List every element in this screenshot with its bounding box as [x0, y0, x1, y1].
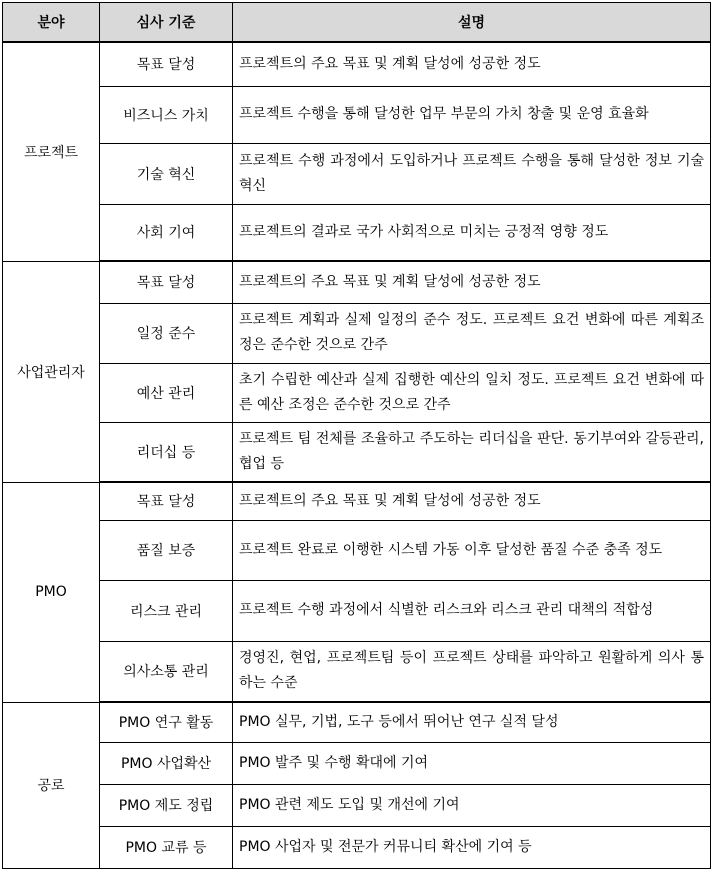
description-cell: 프로젝트 완료로 이행한 시스템 가동 이후 달성한 품질 수준 충족 정도	[233, 520, 711, 580]
header-criterion: 심사 기준	[100, 3, 233, 43]
criterion-cell: 의사소통 관리	[100, 641, 233, 702]
criterion-cell: 리더십 등	[100, 422, 233, 482]
table-row	[3, 86, 711, 143]
criterion-cell: 목표 달성	[100, 482, 233, 520]
table-row	[3, 520, 711, 580]
field-cell-project: 프로젝트	[3, 42, 100, 261]
criterion-cell: PMO 교류 등	[100, 826, 233, 868]
criterion-cell: 기술 혁신	[100, 143, 233, 204]
table-row	[3, 42, 711, 86]
description-cell: 프로젝트 계획과 실제 일정의 준수 정도. 프로젝트 요건 변화에 따른 계획조정은 준수한 것으로 간주	[233, 303, 711, 363]
criterion-cell: 목표 달성	[100, 261, 233, 303]
table-row	[3, 363, 711, 422]
description-cell: 프로젝트 수행 과정에서 식별한 리스크와 리스크 관리 대책의 적합성	[233, 580, 711, 641]
description-cell: 프로젝트 수행을 통해 달성한 업무 부문의 가치 창출 및 운영 효율화	[233, 86, 711, 143]
table-row	[3, 422, 711, 482]
criterion-cell: PMO 연구 활동	[100, 702, 233, 742]
header-field: 분야	[3, 3, 100, 43]
description-cell: 경영진, 현업, 프로젝트팀 등이 프로젝트 상태를 파악하고 원활하게 의사 통하는 수준	[233, 641, 711, 702]
table-row	[3, 641, 711, 702]
evaluation-table-container	[2, 2, 711, 869]
evaluation-criteria-table	[2, 2, 711, 869]
criterion-cell: 목표 달성	[100, 42, 233, 86]
description-cell: 프로젝트의 주요 목표 및 계획 달성에 성공한 정도	[233, 482, 711, 520]
description-cell: 프로젝트 수행 과정에서 도입하거나 프로젝트 수행을 통해 달성한 정보 기술 혁신	[233, 143, 711, 204]
description-cell: PMO 관련 제도 도입 및 개선에 기여	[233, 784, 711, 826]
criterion-cell: 사회 기여	[100, 204, 233, 261]
field-cell-project-manager: 사업관리자	[3, 261, 100, 482]
description-cell: 프로젝트의 주요 목표 및 계획 달성에 성공한 정도	[233, 261, 711, 303]
field-cell-pmo: PMO	[3, 482, 100, 702]
table-row	[3, 826, 711, 868]
criterion-cell: 예산 관리	[100, 363, 233, 422]
description-cell: 프로젝트 팀 전체를 조율하고 주도하는 리더십을 판단. 동기부여와 갈등관리, 협업 등	[233, 422, 711, 482]
criterion-cell: 일정 준수	[100, 303, 233, 363]
criterion-cell: PMO 사업확산	[100, 742, 233, 784]
description-cell: PMO 발주 및 수행 확대에 기여	[233, 742, 711, 784]
description-cell: 프로젝트의 결과로 국가 사회적으로 미치는 긍정적 영향 정도	[233, 204, 711, 261]
table-row	[3, 580, 711, 641]
table-row	[3, 303, 711, 363]
table-row	[3, 482, 711, 520]
table-row	[3, 261, 711, 303]
header-description: 설명	[233, 3, 711, 43]
table-row	[3, 742, 711, 784]
description-cell: 프로젝트의 주요 목표 및 계획 달성에 성공한 정도	[233, 42, 711, 86]
criterion-cell: 품질 보증	[100, 520, 233, 580]
criterion-cell: PMO 제도 정립	[100, 784, 233, 826]
criterion-cell: 비즈니스 가치	[100, 86, 233, 143]
table-header-row	[3, 3, 711, 43]
table-row	[3, 204, 711, 261]
description-cell: 초기 수립한 예산과 실제 집행한 예산의 일치 정도. 프로젝트 요건 변화에 따른 예산 조정은 준수한 것으로 간주	[233, 363, 711, 422]
description-cell: PMO 사업자 및 전문가 커뮤니티 확산에 기여 등	[233, 826, 711, 868]
table-row	[3, 143, 711, 204]
description-cell: PMO 실무, 기법, 도구 등에서 뛰어난 연구 실적 달성	[233, 702, 711, 742]
field-cell-merit: 공로	[3, 702, 100, 868]
criterion-cell: 리스크 관리	[100, 580, 233, 641]
table-row	[3, 784, 711, 826]
table-row	[3, 702, 711, 742]
